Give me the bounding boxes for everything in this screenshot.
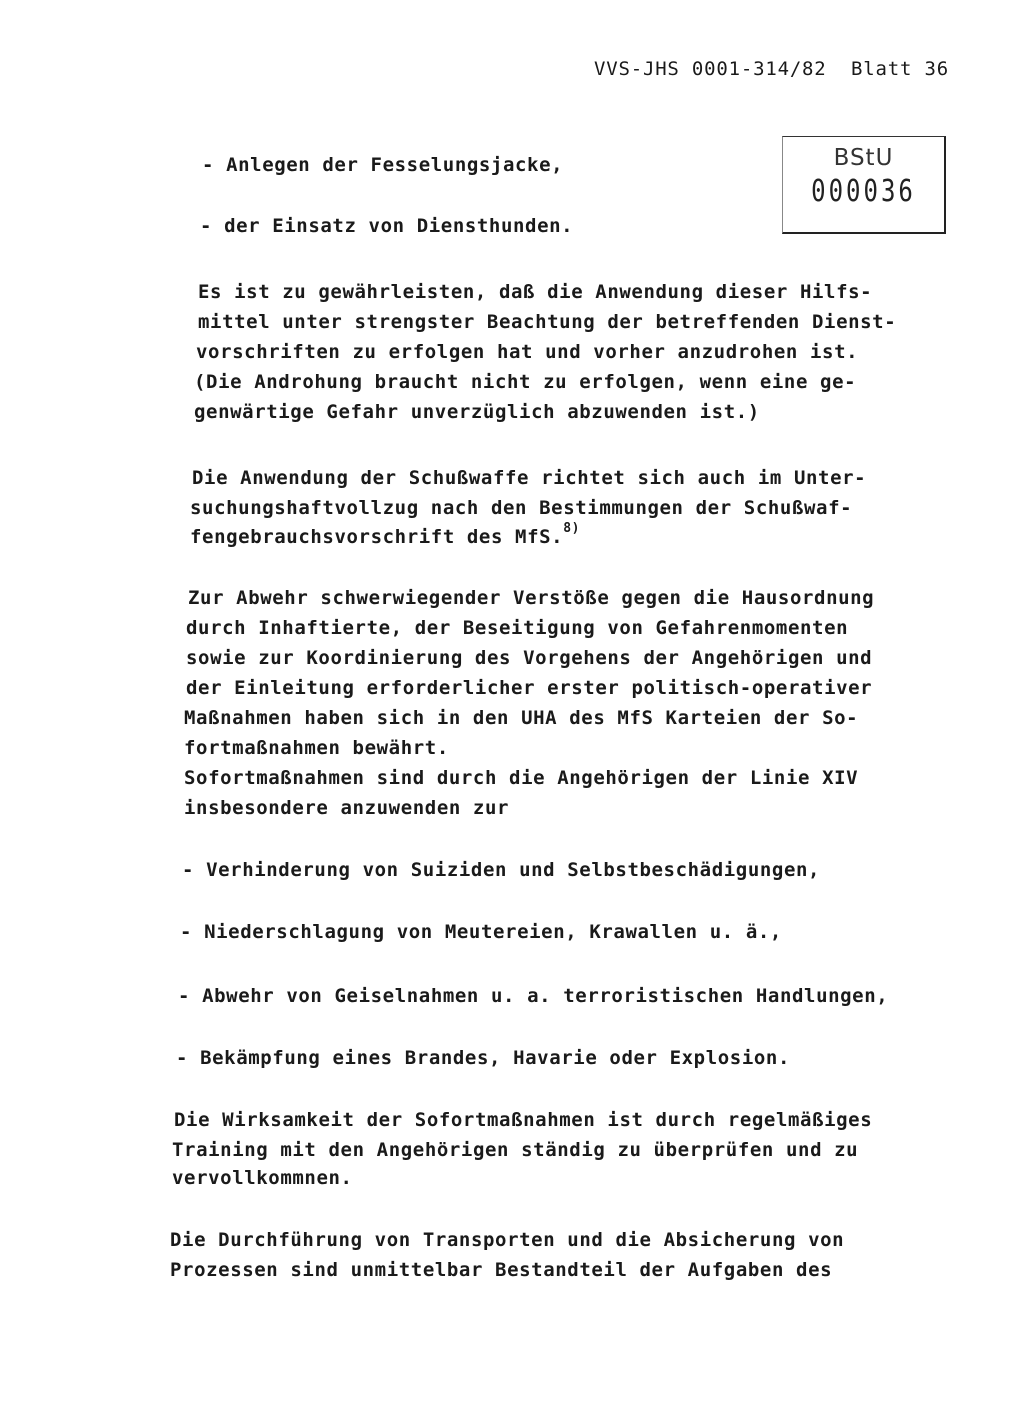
paragraph-line: vorschriften zu erfolgen hat und vorher anzudrohen ist.	[196, 341, 859, 363]
paragraph-line: mittel unter strengster Beachtung der betreffenden Dienst-	[198, 311, 897, 333]
paragraph-line	[190, 521, 581, 549]
paragraph-line: suchungshaftvollzug nach den Bestimmungen der Schußwaf-	[190, 497, 853, 519]
stamp-number: 000036	[811, 173, 916, 209]
paragraph-line: vervollkommnen.	[172, 1167, 353, 1189]
paragraph-line: Die Anwendung der Schußwaffe richtet sich auch im Unter-	[192, 467, 867, 489]
paragraph-line: der Einleitung erforderlicher erster politisch-operativer	[186, 677, 873, 699]
paragraph-line: fortmaßnahmen bewährt.	[184, 737, 449, 759]
bullet-line: - Niederschlagung von Meutereien, Krawallen u. ä.,	[180, 921, 782, 943]
paragraph-line: Die Wirksamkeit der Sofortmaßnahmen ist durch regelmäßiges	[174, 1109, 873, 1131]
bullet-line: - Anlegen der Fesselungsjacke,	[202, 154, 564, 176]
paragraph-line: durch Inhaftierte, der Beseitigung von Gefahrenmomenten	[186, 617, 849, 639]
bullet-line: - Verhinderung von Suiziden und Selbstbeschädigungen,	[182, 859, 821, 881]
paragraph-line: Es ist zu gewährleisten, daß die Anwendung dieser Hilfs-	[198, 281, 873, 303]
bullet-line: - der Einsatz von Diensthunden.	[200, 215, 574, 237]
footnote-marker: 8)	[563, 521, 581, 536]
bullet-line: - Bekämpfung eines Brandes, Havarie oder Explosion.	[176, 1047, 790, 1069]
paragraph-line: Die Durchführung von Transporten und die Absicherung von	[170, 1229, 845, 1251]
paragraph-line: insbesondere anzuwenden zur	[184, 797, 510, 819]
paragraph-line: Sofortmaßnahmen sind durch die Angehörigen der Linie XIV	[184, 767, 859, 789]
paragraph-line: Training mit den Angehörigen ständig zu überprüfen und zu	[172, 1139, 859, 1161]
stamp-title: BStU	[833, 145, 894, 171]
sheet-number: Blatt 36	[851, 58, 949, 80]
paragraph-line: genwärtige Gefahr unverzüglich abzuwenden ist.)	[194, 401, 760, 423]
document-reference: VVS-JHS 0001-314/82	[594, 58, 827, 80]
bullet-line: - Abwehr von Geiselnahmen u. a. terroristischen Handlungen,	[178, 985, 889, 1007]
paragraph-text: fengebrauchsvorschrift des MfS.	[190, 526, 564, 548]
page-header	[594, 58, 949, 80]
paragraph-line: Prozessen sind unmittelbar Bestandteil der Aufgaben des	[170, 1259, 833, 1281]
paragraph-line: sowie zur Koordinierung des Vorgehens der Angehörigen und	[186, 647, 873, 669]
paragraph-line: (Die Androhung braucht nicht zu erfolgen, wenn eine ge-	[194, 371, 857, 393]
paragraph-line: Maßnahmen haben sich in den UHA des MfS Karteien der So-	[184, 707, 859, 729]
archive-stamp	[782, 136, 946, 234]
paragraph-line: Zur Abwehr schwerwiegender Verstöße gegen die Hausordnung	[188, 587, 875, 609]
